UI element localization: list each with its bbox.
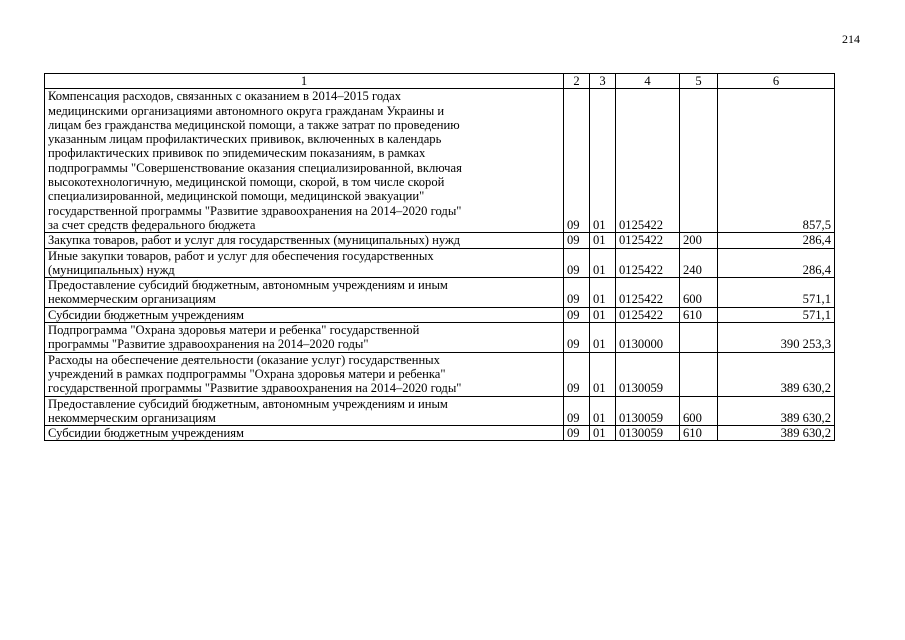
target-article-code: 0130000 — [616, 323, 680, 353]
table-row — [45, 396, 835, 426]
amount: 390 253,3 — [718, 323, 835, 353]
table-row — [45, 352, 835, 396]
row-description: Субсидии бюджетным учреждениям — [45, 307, 564, 322]
column-header-1: 1 — [45, 74, 564, 89]
table-row — [45, 323, 835, 353]
amount: 286,4 — [718, 248, 835, 278]
expense-type-code: 200 — [680, 233, 718, 248]
amount: 286,4 — [718, 233, 835, 248]
section-code: 09 — [564, 248, 590, 278]
expense-type-code — [680, 352, 718, 396]
section-code: 09 — [564, 278, 590, 308]
row-description: Компенсация расходов, связанных с оказанием в 2014–2015 годах медицинскими организациями автономного округа гражданам Украины и лицам без гражданства медицинской помощи, а также затрат по проведению указанным лицам профилактических прививок, включенных в календарь профилактических прививок по эпидемическим показаниям, в рамках подпрограммы "Совершенствование оказания специализированной, включая высокотехнологичную, медицинской помощи, скорой, в том числе скорой специализированной, медицинской помощи, медицинской эвакуации" государственной программы "Развитие здравоохранения на 2014–2020 годы" за счет средств федерального бюджета — [45, 89, 564, 233]
target-article-code: 0125422 — [616, 307, 680, 322]
target-article-code: 0130059 — [616, 352, 680, 396]
column-header-5: 5 — [680, 74, 718, 89]
amount: 389 630,2 — [718, 396, 835, 426]
page-number: 214 — [842, 32, 860, 46]
row-description: Подпрограмма "Охрана здоровья матери и ребенка" государственной программы "Развитие здравоохранения на 2014–2020 годы" — [45, 323, 564, 353]
subsection-code: 01 — [590, 307, 616, 322]
target-article-code: 0130059 — [616, 396, 680, 426]
target-article-code: 0125422 — [616, 89, 680, 233]
column-header-4: 4 — [616, 74, 680, 89]
expense-type-code: 240 — [680, 248, 718, 278]
section-code: 09 — [564, 89, 590, 233]
table-row — [45, 233, 835, 248]
section-code: 09 — [564, 233, 590, 248]
expense-type-code: 600 — [680, 396, 718, 426]
target-article-code: 0125422 — [616, 233, 680, 248]
target-article-code: 0130059 — [616, 426, 680, 441]
row-description: Предоставление субсидий бюджетным, автономным учреждениям и иным некоммерческим организациям — [45, 278, 564, 308]
table-row — [45, 426, 835, 441]
row-description: Расходы на обеспечение деятельности (оказание услуг) государственных учреждений в рамках подпрограммы "Охрана здоровья матери и ребенка" государственной программы "Развитие здравоохранения на 2014–2020 годы" — [45, 352, 564, 396]
table-row — [45, 278, 835, 308]
section-code: 09 — [564, 396, 590, 426]
subsection-code: 01 — [590, 248, 616, 278]
section-code: 09 — [564, 307, 590, 322]
row-description: Субсидии бюджетным учреждениям — [45, 426, 564, 441]
row-description: Предоставление субсидий бюджетным, автономным учреждениям и иным некоммерческим организациям — [45, 396, 564, 426]
target-article-code: 0125422 — [616, 248, 680, 278]
subsection-code: 01 — [590, 352, 616, 396]
column-header-6: 6 — [718, 74, 835, 89]
table-row — [45, 248, 835, 278]
expense-type-code: 600 — [680, 278, 718, 308]
column-header-2: 2 — [564, 74, 590, 89]
amount: 571,1 — [718, 278, 835, 308]
target-article-code: 0125422 — [616, 278, 680, 308]
row-description: Иные закупки товаров, работ и услуг для обеспечения государственных (муниципальных) нужд — [45, 248, 564, 278]
amount: 857,5 — [718, 89, 835, 233]
table-row — [45, 89, 835, 233]
column-header-3: 3 — [590, 74, 616, 89]
expense-type-code: 610 — [680, 307, 718, 322]
expense-type-code — [680, 323, 718, 353]
expense-type-code — [680, 89, 718, 233]
expense-type-code: 610 — [680, 426, 718, 441]
subsection-code: 01 — [590, 89, 616, 233]
section-code: 09 — [564, 323, 590, 353]
amount: 389 630,2 — [718, 352, 835, 396]
amount: 389 630,2 — [718, 426, 835, 441]
subsection-code: 01 — [590, 233, 616, 248]
table-header-row — [45, 74, 835, 89]
row-description: Закупка товаров, работ и услуг для государственных (муниципальных) нужд — [45, 233, 564, 248]
amount: 571,1 — [718, 307, 835, 322]
subsection-code: 01 — [590, 278, 616, 308]
subsection-code: 01 — [590, 426, 616, 441]
subsection-code: 01 — [590, 396, 616, 426]
subsection-code: 01 — [590, 323, 616, 353]
section-code: 09 — [564, 352, 590, 396]
table-row — [45, 307, 835, 322]
section-code: 09 — [564, 426, 590, 441]
budget-table — [44, 73, 835, 441]
